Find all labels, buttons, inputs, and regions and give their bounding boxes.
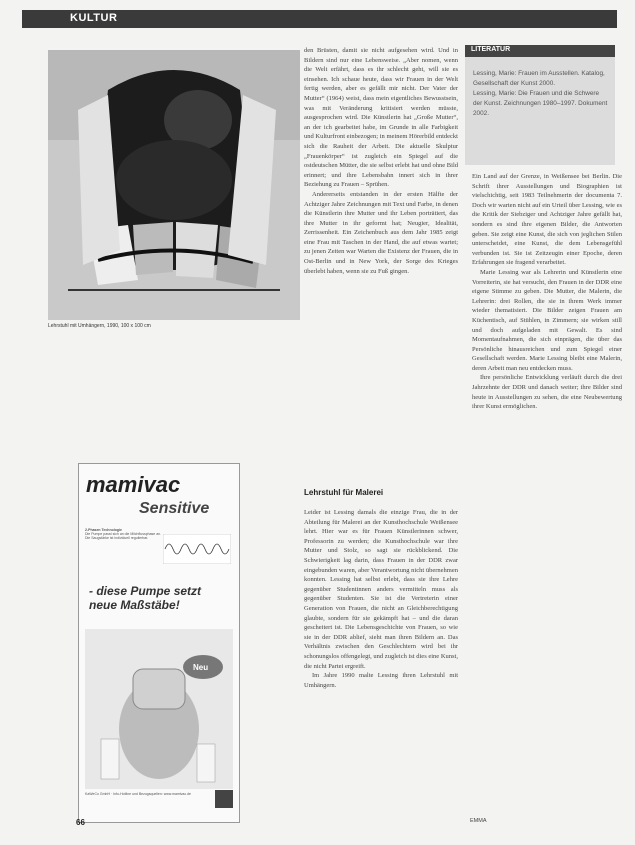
article-column-middle-top: [304, 46, 458, 276]
figure-caption: Lehrstuhl mit Umhängern, 1990, 100 x 100 cm: [48, 323, 151, 329]
literature-entry: Lessing, Marie: Frauen im Ausstellen. Katalog, Gesellschaft der Kunst 2000.: [473, 70, 605, 87]
literature-heading: LITERATUR: [471, 46, 511, 53]
wave-graph-icon: [163, 534, 231, 564]
section-title: KULTUR: [70, 12, 118, 24]
paragraph: Andererseits entstanden in der ersten Hälfte der Achtziger Jahre Zeichnungen mit Text und Farbe, in denen die Künstlerin ihre Mutter und ihr Leben porträtiert, das ihre Mutter in ihr geformt hat; Neugier, Idealität, Zerrissenheit. Ein Zeichenbuch aus dem Jahr 1985 zeigt eine Frau mit Taschen in der Hand, die auf etwas wartet; zu jenen Zeiten war Warten die Existenz der Frauen, die in Ost-Berlin und in New York, der Sorge des Krieges überlebt haben, wenn sie zu Fuß gingen.: [304, 190, 458, 275]
artwork-image: [48, 50, 300, 320]
ad-logo: [215, 790, 233, 808]
paragraph: Leider ist Lessing damals die einzige Frau, die in der Abteilung für Malerei an der Kunsthochschule Weißensee lehrt. Hier war es für Frauen Künstlerinnen schwer, Professorin zu werden; die Kunsthochschule war ihre Mutter und Stolz, so sagt sie rückblickend. Die Schwierigkeit lag darin, dass Frauen in der DDR zwar eingebunden waren, aber Verantwortung nicht übernehmen konnten. Lessing hat selbst erlebt, dass sie ihre Lehre gegenüber Studentinnen anders vermitteln muss als gegenüber Studenten. Sie ist die Vertreterin einer Generation von Frauen, die nicht an Gleichberechtigung glaubte, sondern für sie gekämpft hat – und die daran gescheitert ist. Die Lebensgeschichte von Frauen, so wie sie in der DDR ablief, sieht man ihren Bildern an. Das Verhältnis zwischen den Geschlechtern wird bei ihr schonungslos offengelegt, und zugleich ist dies eine Kunst, die nicht Partei ergreift.: [304, 509, 458, 670]
literature-list: [473, 69, 609, 119]
page-number: 66: [76, 818, 85, 827]
breast-pump-image: [85, 629, 233, 789]
paragraph: Ihre persönliche Entwicklung verläuft durch die drei Jahrzehnte der DDR und danach weiter; ihre Bilder sind heute in Ausstellungen zu sehen, die eine Neubewertung ihrer Kunst ermöglichen.: [472, 374, 622, 411]
ad-feature: Die Saugstärke ist individuell regulierbar.: [85, 536, 149, 540]
article-column-middle-bottom: [304, 508, 458, 690]
literature-entry: Lessing, Marie: Die Frauen und die Schwere der Kunst. Zeichnungen 1980–1997. Dokument 2002.: [473, 90, 608, 117]
literature-box: [465, 45, 615, 165]
literature-heading-bar: [465, 45, 615, 57]
advertisement[interactable]: [78, 463, 240, 823]
ad-features: [85, 528, 233, 576]
section-header-bar: [22, 10, 617, 28]
article-column-right: [472, 172, 622, 412]
ad-feature: Die Pumpe passt sich an die Milchflussphase an.: [85, 532, 162, 536]
paragraph: den Brüsten, damit sie nicht aufgesehen wird. Und in Bildern sind nur eine Lebensweise. „Aber nomen, wenn die Welt erfährt, dass es ihr schlecht geht, will sie es einsehen. Ich schaue heute, dass wir Frauen in der Welt fertig werden, aber es gefällt mir nicht. Der Vater der Mutter“ (1964) weist, dass mein eigentliches Bewusstsein, was mit Veränderung kritisiert werden müsste, ausgesprochen wird. Die Künstlerin hat „Große Mutter“, an der ich gearbeitet habe, im Grunde in alle Farbigkeit und Kulturfront einbezogen; in meinem Hörerbild entdeckt sich die Rauheit der Arbeit. Die aktuelle Skulptur „Frauenkörper“ ist zugleich ein Spiegel auf die ostdeutschen Mütter, die sie selbst erlebt hat und ohne Bild erinnert; und ihre Lebensbahn innert sich in ihrer Beziehung zu Frauen – Sprühen.: [304, 47, 458, 189]
paragraph: Im Jahre 1990 malte Lessing ihren Lehrstuhl mit Umhängern.: [304, 672, 458, 689]
ad-product-name: Sensitive: [139, 500, 210, 517]
ad-brand: mamivac: [86, 472, 181, 497]
ad-feature: 2-Phasen Technologie: [85, 528, 122, 532]
paragraph: Marie Lessing war als Lehrerin und Künstlerin eine Vorreiterin, sie hat versucht, den Frauen in der DDR eine eigene Stimme zu geben. Die Mutter, die Malerin, die Lehrerin: drei Rollen, die sie in ihrem Werk immer wieder thematisiert. Die Bilder zeigen Frauen am Küchentisch, auf Stühlen, in Zimmern; sie wirken still und doch aufgeladen mit Gewalt. Es sind Momentaufnahmen, die sich einprägen, die über das Persönliche hinausreichen und zum Spiegel einer Gesellschaft werden. Marie Lessing bleibt eine Malerin, deren Arbeit man neu entdecken muss.: [472, 268, 622, 372]
ad-headline: - diese Pumpe setzt neue Maßstäbe!: [89, 584, 202, 612]
new-badge: Neu: [193, 663, 209, 672]
artwork-photo: [48, 50, 300, 320]
section-heading: Lehrstuhl für Malerei: [304, 488, 384, 497]
paragraph: Ein Land auf der Grenze, in Weißensee bei Berlin. Die Schrift ihrer Ausstellungen und Biographien ist vielschichtig, seit 1983 Teilnehmerin der documenta 7. Doch wir warten nicht auf ein Urteil über Lessing, wie es die Kritik der Siebziger und Achtziger Jahre gefällt hat, sondern es sind ihre eigenen Bilder, die Antworten geben. Sie zeigt eine Kunst, die sich von jeglichen Stilen unterscheidet, eine Kunst, die dem Lebensgefühl verbunden ist. Sie ist Zeitzeugin einer Epoche, deren Erfahrungen sie fragend verarbeitet.: [472, 173, 622, 267]
publication-name: EMMA: [470, 818, 487, 824]
ad-footer: KaWeCo GmbH · Info-Hotline und Bezugsquellen: www.mamivac.de: [85, 792, 191, 796]
